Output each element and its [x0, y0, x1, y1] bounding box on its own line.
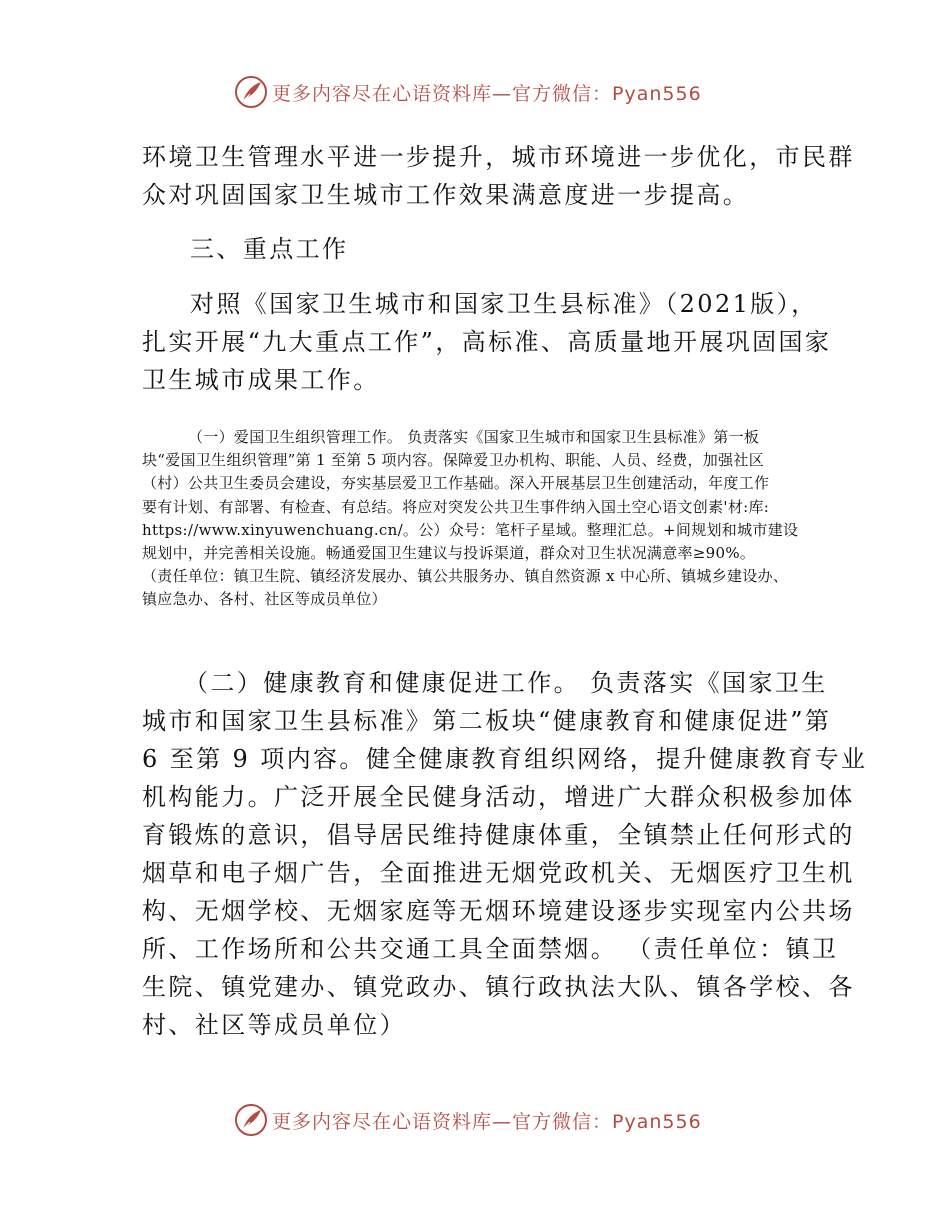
feather-pen-logo-icon: [234, 1103, 268, 1137]
watermark-text: 更多内容尽在心语资料库—官方微信：Pyan556: [272, 82, 702, 105]
text-line: 6 至第 9 项内容。健全健康教育组织网络，提升健康教育专业: [142, 745, 868, 773]
watermark-text: 更多内容尽在心语资料库—官方微信：Pyan556: [272, 1110, 702, 1133]
section-one-paragraph: [142, 426, 832, 612]
section-two-paragraph: [142, 664, 868, 1044]
text-line: 块“爱国卫生组织管理”第 1 至第 5 项内容。保障爱卫办机构、职能、人员、经费，加强社区: [142, 451, 764, 470]
text-line: 生院、镇党建办、镇党政办、镇行政执法大队、镇各学校、各: [142, 973, 855, 1001]
text-line: 扎实开展“九大重点工作”，高标准、高质量地开展巩固国家: [142, 328, 832, 356]
text-line: 所、工作场所和公共交通工具全面禁烟。 （责任单位：镇卫: [142, 935, 839, 963]
text-line: 构、无烟学校、无烟家庭等无烟环境建设逐步实现室内公共场: [142, 897, 855, 925]
text-line: （村）公共卫生委员会建设，夯实基层爱卫工作基础。深入开展基层卫生创建活动，年度工作: [142, 474, 770, 493]
intro-paragraph: [142, 138, 855, 214]
watermark-banner-bottom: [234, 1098, 702, 1142]
overview-paragraph: [142, 285, 832, 399]
text-line: 环境卫生管理水平进一步提升，城市环境进一步优化，市民群: [142, 143, 855, 171]
text-line: 规划中，并完善相关设施。畅通爱国卫生建议与投诉渠道，群众对卫生状况满意率≥90%。: [142, 543, 756, 562]
watermark-banner-top: [234, 70, 702, 114]
text-line: 对照《国家卫生城市和国家卫生县标准》（2021版），: [190, 290, 818, 318]
text-line: 城市和国家卫生县标准》第二板块“健康教育和健康促进”第: [142, 707, 832, 735]
text-line: （一）爱国卫生组织管理工作。 负责落实《国家卫生城市和国家卫生县标准》第一板: [188, 428, 760, 446]
text-line: （责任单位：镇卫生院、镇经济发展办、镇公共服务办、镇自然资源 x 中心所、镇城乡建设办、: [142, 567, 789, 586]
section-heading: [190, 230, 870, 268]
text-line: 育锻炼的意识，倡导居民维持健康体重，全镇禁止任何形式的: [142, 821, 855, 849]
text-line: 烟草和电子烟广告，全面推进无烟党政机关、无烟医疗卫生机: [142, 859, 855, 887]
text-line: （二）健康教育和健康促进工作。 负责落实《国家卫生: [184, 669, 828, 697]
text-line: 机构能力。广泛开展全民健身活动，增进广大群众积极参加体: [142, 783, 855, 811]
heading-text: 三、重点工作: [190, 235, 349, 263]
text-line: https://www.xinyuwenchuang.cn/。公）众号：笔杆子星域。整理汇总。+间规划和城市建设: [142, 520, 799, 539]
text-line: 要有计划、有部署、有检查、有总结。将应对突发公共卫生事件纳入国土空心语文创素'材:库:: [142, 497, 770, 516]
text-line: 众对巩固国家卫生城市工作效果满意度进一步提高。: [142, 181, 750, 209]
text-line: 村、社区等成员单位）: [142, 1011, 406, 1039]
text-line: 卫生城市成果工作。: [142, 366, 380, 394]
text-line: 镇应急办、各村、社区等成员单位）: [142, 590, 387, 609]
feather-pen-logo-icon: [234, 75, 268, 109]
